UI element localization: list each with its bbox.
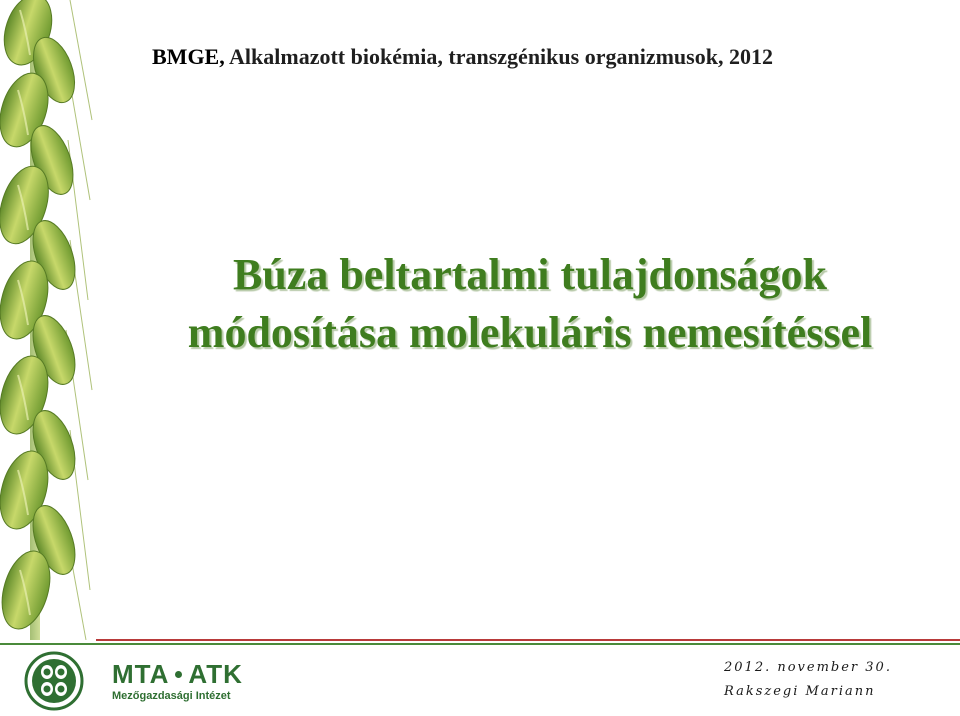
title-line-2: módosítása molekuláris nemesítéssel (187, 308, 873, 357)
footer-divider-red (96, 639, 960, 641)
presentation-author: Rakszegi Mariann (724, 684, 876, 699)
course-topic: Alkalmazott biokémia, transzgénikus organizmusok, 2012 (229, 44, 773, 69)
mta-atk-logo-icon (24, 651, 84, 711)
institute-name-right: ATK (188, 659, 243, 689)
institute-name (112, 660, 243, 688)
course-header (152, 44, 773, 70)
footer-info (724, 656, 892, 704)
presentation-title (100, 246, 960, 362)
institute-name-left: MTA (112, 659, 170, 689)
institute-logo (112, 660, 243, 704)
logo-dot (175, 671, 182, 678)
footer-divider-green (0, 643, 960, 645)
presentation-date: 2012. november 30. (724, 660, 892, 675)
course-org: BMGE, (152, 44, 225, 69)
wheat-ear-image (0, 0, 96, 640)
institute-subtitle: Mezőgazdasági Intézet (112, 690, 231, 702)
title-line-1: Búza beltartalmi tulajdonságok (232, 250, 828, 299)
